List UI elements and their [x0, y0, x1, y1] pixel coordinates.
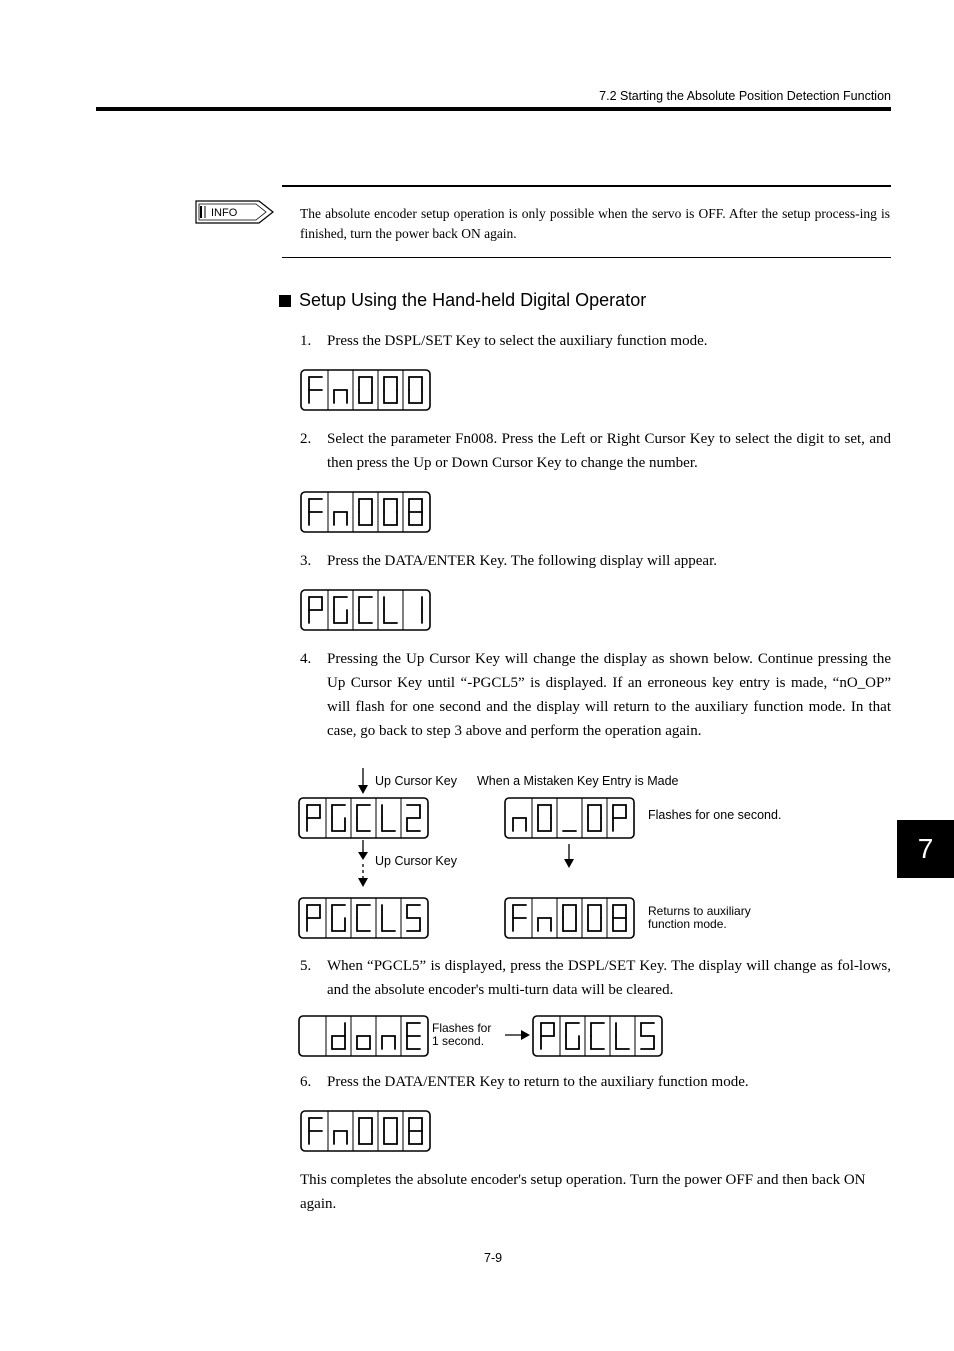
display-fn008	[300, 491, 431, 538]
flashes-line-2: 1 second.	[432, 1034, 485, 1048]
led-display	[504, 897, 635, 939]
info-top-rule	[282, 185, 891, 187]
running-header: 7.2 Starting the Absolute Position Detection Function	[599, 89, 891, 103]
led-display	[300, 1110, 431, 1152]
step-text: Press the DATA/ENTER Key. The following display will appear.	[327, 553, 717, 569]
display-done	[298, 1015, 429, 1062]
section-title-text: Setup Using the Hand-held Digital Operator	[299, 290, 647, 310]
step-5	[300, 954, 891, 1002]
square-bullet-icon	[279, 295, 291, 307]
display-pgcl5	[298, 897, 429, 944]
info-icon	[195, 197, 275, 227]
step-number: 3.	[300, 553, 312, 569]
led-display	[298, 797, 429, 839]
step-number: 6.	[300, 1074, 312, 1090]
step-text: Pressing the Up Cursor Key will change the display as shown below. Continue pressing the Up Cursor Key until “-PGCL5” is displayed. If an erroneous key entry is made, “nO_OP” will flash for one second and the display will return to the auxiliary function mode. In that case, go back to step 3 above and perform the operation again.	[327, 651, 891, 739]
led-display	[298, 897, 429, 939]
flashes-label: Flashes for one second.	[648, 808, 782, 822]
step-number: 2.	[300, 431, 312, 447]
step-1	[300, 329, 891, 353]
led-display	[300, 369, 431, 411]
flashes-line-1: Flashes for	[432, 1021, 492, 1035]
page-number: 7-9	[484, 1251, 503, 1265]
returns-label	[648, 905, 751, 931]
step-number: 1.	[300, 333, 312, 349]
step-6	[300, 1070, 891, 1094]
info-icon-label: INFO	[211, 207, 238, 219]
display-pgcl5-b	[532, 1015, 663, 1062]
led-display	[300, 589, 431, 631]
display-pgcl2	[298, 797, 429, 844]
section-title	[279, 290, 646, 311]
step-text: Select the parameter Fn008. Press the Left or Right Cursor Key to select the digit to set, and then press the Up or Down Cursor Key to change the number.	[327, 431, 891, 471]
right-arrow-icon	[505, 1028, 531, 1042]
display-fn008-final	[300, 1110, 431, 1157]
led-display	[298, 1015, 429, 1057]
step-4	[300, 647, 891, 743]
display-fn000	[300, 369, 431, 416]
flashes-1-second-label	[432, 1022, 491, 1048]
step-text: Press the DSPL/SET Key to select the auxiliary function mode.	[327, 333, 708, 349]
up-cursor-label-2: Up Cursor Key	[375, 854, 457, 868]
chapter-tab: 7	[897, 820, 954, 878]
step-2	[300, 427, 891, 475]
down-arrow-icon	[355, 768, 371, 796]
down-arrow-icon	[561, 844, 577, 872]
up-cursor-label: Up Cursor Key	[375, 774, 457, 788]
step-number: 5.	[300, 958, 312, 974]
header-rule	[96, 107, 891, 111]
display-pgcl1	[300, 589, 431, 636]
led-display	[300, 491, 431, 533]
step-3	[300, 549, 891, 573]
display-fn008-return	[504, 897, 635, 944]
step-text: Press the DATA/ENTER Key to return to the auxiliary function mode.	[327, 1074, 749, 1090]
info-bottom-rule	[282, 257, 891, 258]
display-no-op	[504, 797, 635, 844]
dashed-down-arrow-icon	[355, 840, 371, 890]
led-display	[532, 1015, 663, 1057]
returns-line-2: function mode.	[648, 917, 727, 931]
led-display	[504, 797, 635, 839]
mistake-label: When a Mistaken Key Entry is Made	[477, 774, 679, 788]
closing-paragraph: This completes the absolute encoder's setup operation. Turn the power OFF and then back ON again.	[300, 1172, 866, 1212]
info-text: The absolute encoder setup operation is only possible when the servo is OFF. After the setup process-ing is finished, turn the power back ON again.	[300, 206, 890, 241]
returns-line-1: Returns to auxiliary	[648, 904, 751, 918]
step-number: 4.	[300, 651, 312, 667]
step-text: When “PGCL5” is displayed, press the DSPL/SET Key. The display will change as fol-lows, and the absolute encoder's multi-turn data will be cleared.	[327, 958, 891, 998]
